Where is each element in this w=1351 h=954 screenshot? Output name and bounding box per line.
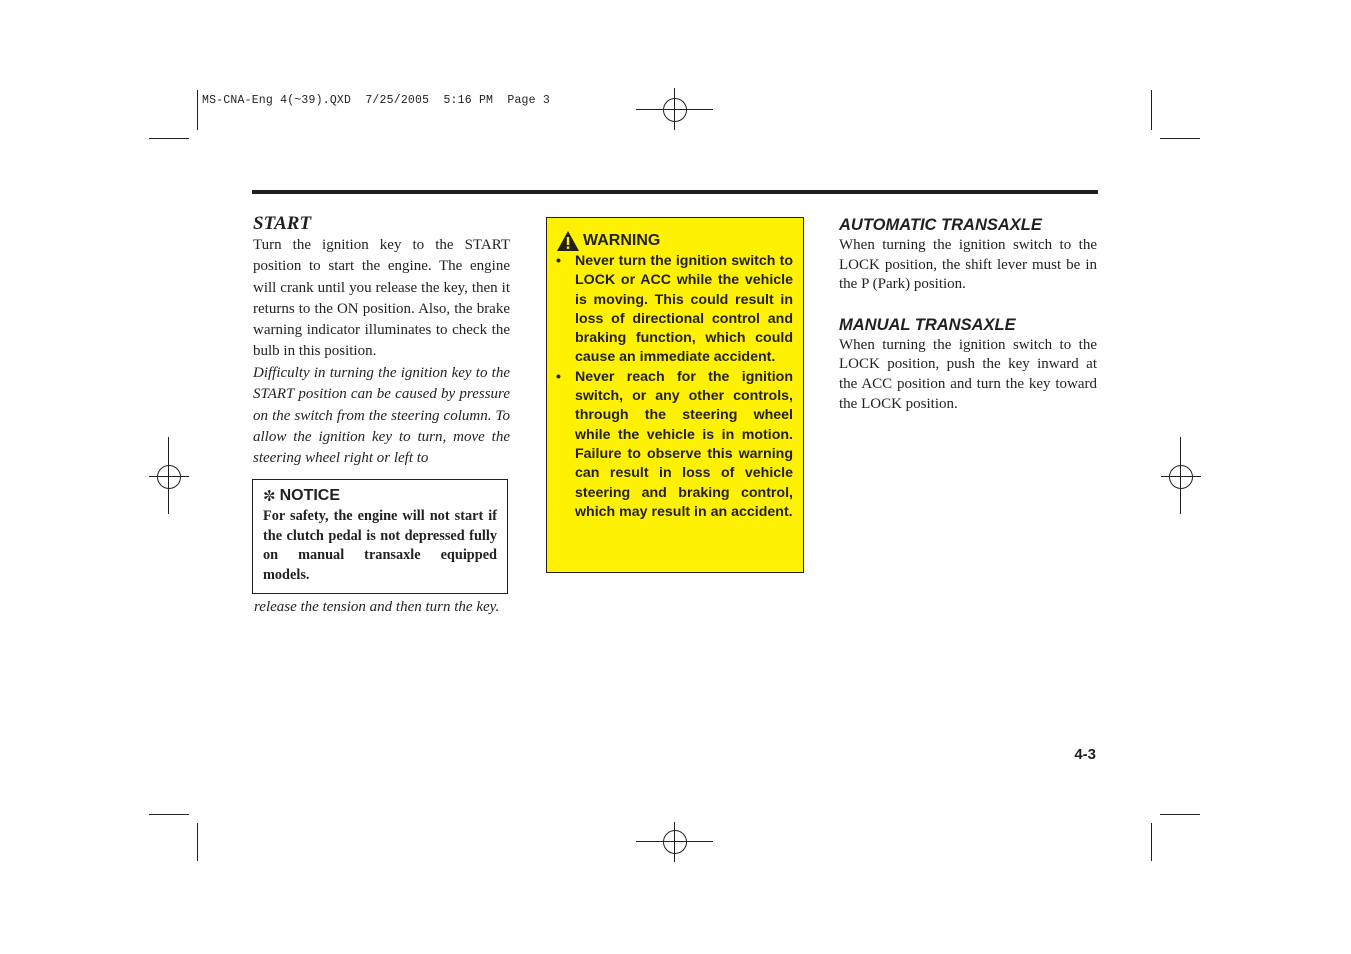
automatic-transaxle-body: When turning the ignition switch to the LOCK position, the shift lever must be in the P (Park) position. <box>839 237 1097 293</box>
warning-item: • Never reach for the ignition switch, or any other controls, through the steering wheel while the vehicle is in motion. Failure to observe this warning can result in loss of vehicle steering and braking control, which may result in an accident. <box>556 368 793 522</box>
manual-transaxle-body: When turning the ignition switch to the LOCK position, push the key inward at the ACC position and turn the key toward the LOCK position. <box>839 336 1097 412</box>
warning-item: • Never turn the ignition switch to LOCK or ACC while the vehicle is moving. This could result in loss of directional control and braking function, which could cause an immediate accident. <box>556 252 793 368</box>
start-difficulty-paragraph: Difficulty in turning the ignition key to the START position can be caused by pressure on the switch from the steering column. To allow the ignition key to turn, move the steering wheel right or left to <box>253 364 510 467</box>
warning-box <box>546 217 804 573</box>
transaxle-section <box>839 214 1097 414</box>
notice-title: ✼ NOTICE <box>263 487 341 505</box>
notice-box <box>252 479 508 594</box>
print-slug: MS-CNA-Eng 4(~39).QXD 7/25/2005 5:16 PM Page 3 <box>202 94 550 107</box>
start-difficulty-continuation: release the tension and then turn the key. <box>254 599 500 615</box>
warning-list <box>556 252 793 522</box>
warning-title: WARNING <box>556 230 793 252</box>
notice-body: For safety, the engine will not start if the clutch pedal is not depressed fully on manual transaxle equipped models. <box>263 508 497 583</box>
start-section <box>253 213 510 470</box>
page-number: 4-3 <box>1074 746 1096 763</box>
automatic-transaxle-heading: AUTOMATIC TRANSAXLE <box>839 216 1042 234</box>
start-heading: START <box>253 213 312 234</box>
warning-triangle-icon <box>556 230 580 252</box>
start-paragraph: Turn the ignition key to the START position to start the engine. The engine will crank until you release the key, then it returns to the ON position. Also, the brake warning indicator illuminates to check the bulb in this position. <box>253 237 510 360</box>
manual-transaxle-heading: MANUAL TRANSAXLE <box>839 315 1016 334</box>
notice-star-icon: ✼ <box>263 487 276 505</box>
header-rule <box>252 190 1098 194</box>
